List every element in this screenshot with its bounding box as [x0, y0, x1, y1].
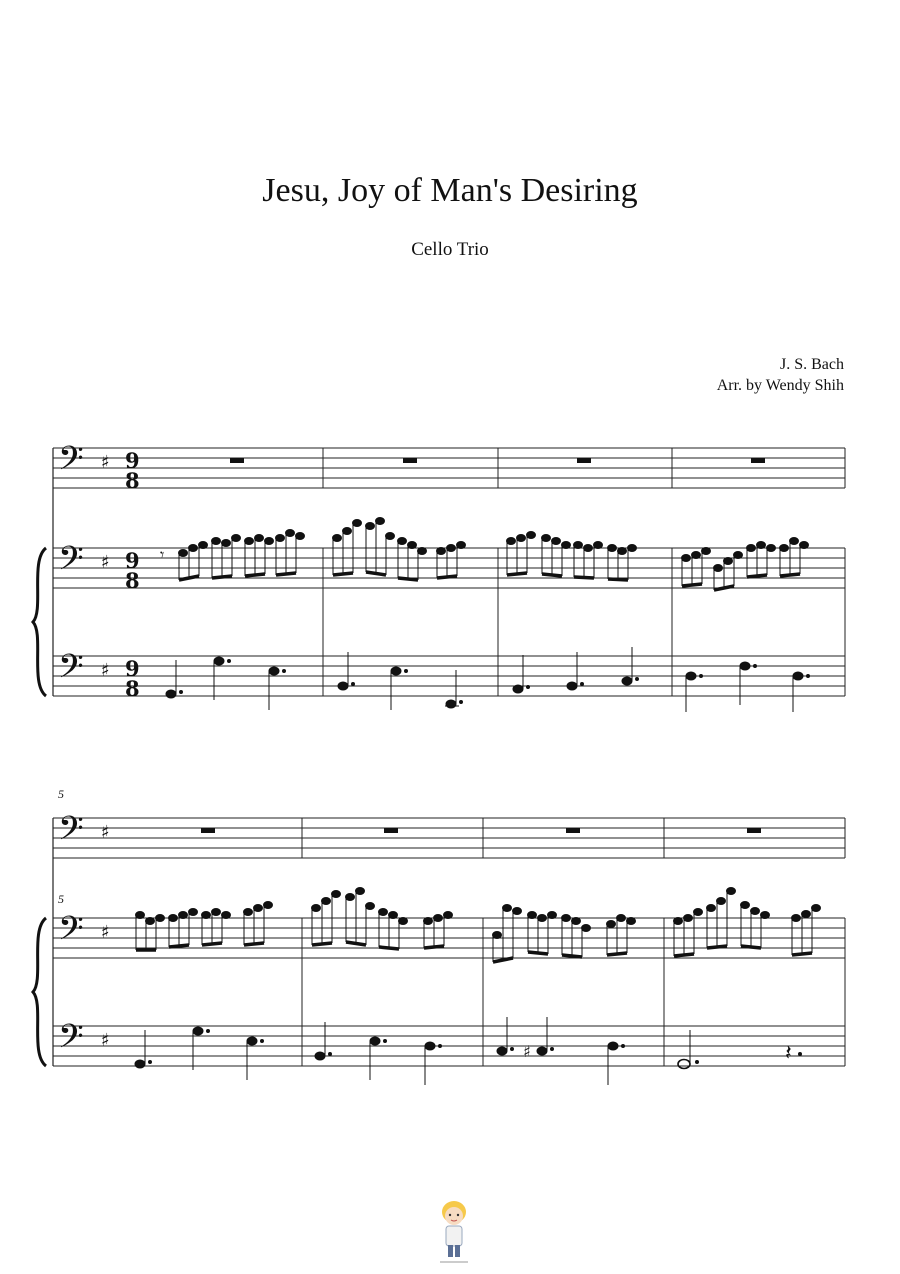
staff-cello-1: [53, 448, 845, 488]
page-title: Jesu, Joy of Man's Desiring: [262, 172, 638, 209]
bass-clef-icon: 𝄢: [58, 648, 84, 694]
sharp-icon: ♯: [101, 660, 110, 681]
bass-clef-icon: 𝄢: [58, 810, 84, 856]
staff-cello-2: [53, 918, 845, 958]
brace-icon: [33, 918, 46, 1066]
bass-clef-icon: 𝄢: [58, 540, 84, 586]
bass-clef-icon: 𝄢: [58, 910, 84, 956]
brace-icon: [33, 548, 46, 696]
page-subtitle: Cello Trio: [411, 239, 489, 260]
arranger-name: Arr. by Wendy Shih: [716, 377, 844, 394]
time-sig-numerator: 9: [125, 548, 140, 573]
eighth-rest-icon: 𝄾: [160, 547, 165, 564]
time-sig-denominator: 8: [125, 468, 140, 493]
rests-cello-1-sys2: [201, 828, 761, 833]
sharp-icon: ♯: [101, 922, 110, 943]
measure-number-cello2: 5: [58, 892, 64, 906]
sharp-icon: ♯: [523, 1042, 531, 1061]
staff-cello-3: [53, 1026, 845, 1066]
sharp-icon: ♯: [101, 452, 110, 473]
notes-cello-2-sys2: [136, 888, 821, 963]
time-sig-denominator: 8: [125, 676, 140, 701]
notes-cello-2-sys1: [160, 518, 809, 591]
bass-clef-icon: 𝄢: [58, 440, 84, 486]
bass-clef-icon: 𝄢: [58, 1018, 84, 1064]
system-2: [53, 818, 845, 1066]
measure-number-cello1: 5: [58, 787, 64, 801]
quarter-rest-icon: 𝄽: [785, 1041, 792, 1066]
time-sig-denominator: 8: [125, 568, 140, 593]
composer-name: J. S. Bach: [780, 356, 844, 373]
time-signatures-1: [125, 448, 140, 701]
sharp-icon: ♯: [101, 1030, 110, 1051]
system-1: [53, 448, 845, 696]
staff-cello-1: [53, 818, 845, 858]
sharp-icon: ♯: [101, 552, 110, 573]
staff-cello-2: [53, 548, 845, 588]
notes-cello-3-sys1: [166, 647, 810, 712]
time-sig-numerator: 9: [125, 656, 140, 681]
child-mascot-icon: [434, 1198, 474, 1266]
notes-cello-3-sys2: [135, 1017, 802, 1085]
time-sig-numerator: 9: [125, 448, 140, 473]
sharp-icon: ♯: [101, 822, 110, 843]
